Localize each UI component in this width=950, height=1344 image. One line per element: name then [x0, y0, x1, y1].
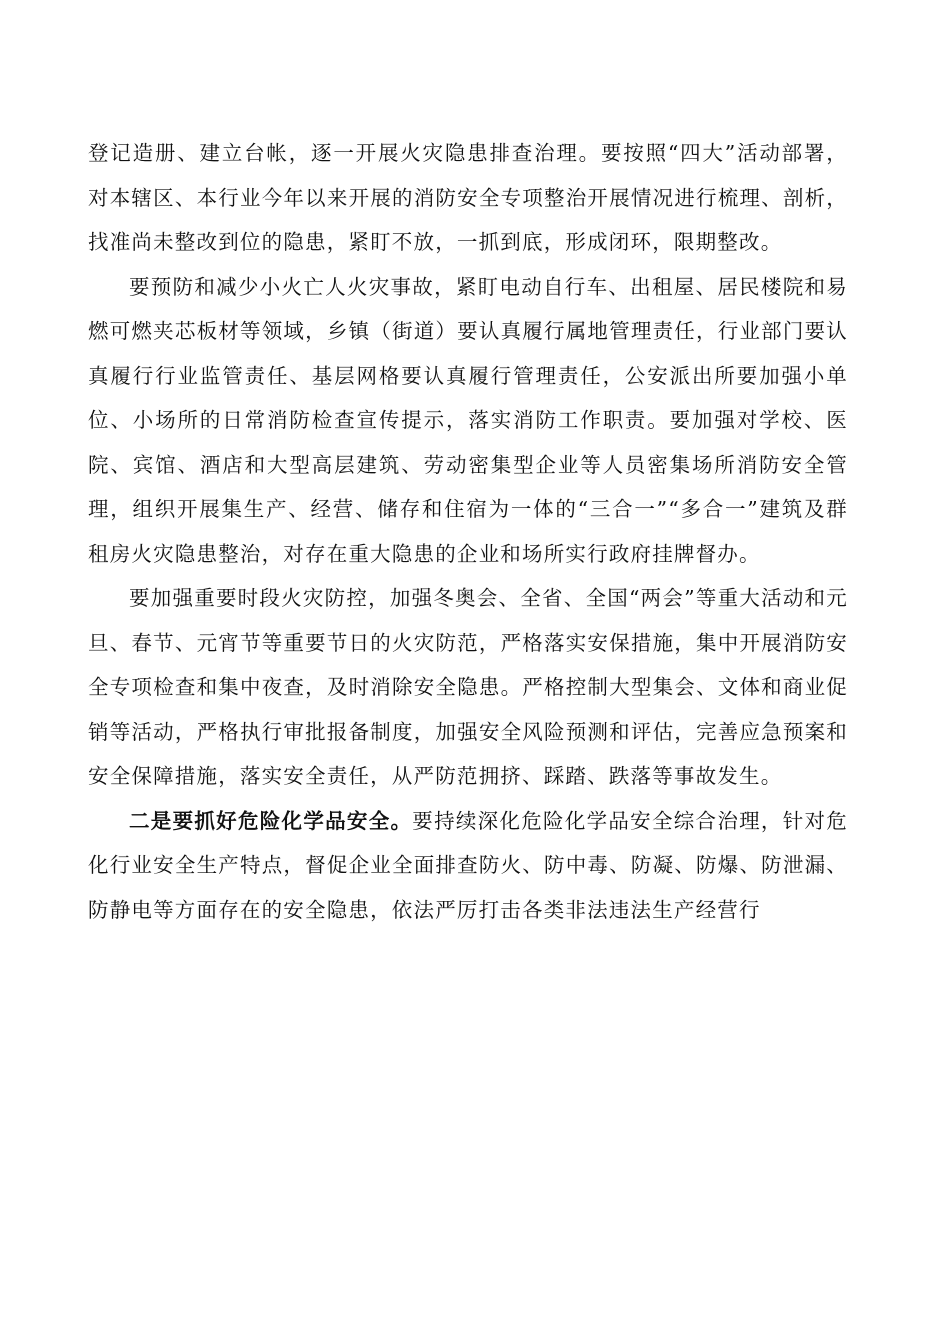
paragraph-4-text: 要持续深化危险化学品安全综合治理，针对危化行业安全生产特点，督促企业全面排查防火、防中毒、防凝、防爆、防泄漏、防静电等方面存在的安全隐患，依法严厉打击各类非法违法生产经营行	[88, 808, 848, 922]
paragraph-1	[88, 131, 848, 265]
paragraph-3	[88, 576, 848, 799]
paragraph-2	[88, 265, 848, 577]
paragraph-3-text: 要加强重要时段火灾防控，加强冬奥会、全省、全国“两会”等重大活动和元旦、春节、元宵节等重要节日的火灾防范，严格落实安保措施，集中开展消防安全专项检查和集中夜查，及时消除安全隐患。严格控制大型集会、文体和商业促销等活动，严格执行审批报备制度，加强安全风险预测和评估，完善应急预案和安全保障措施，落实安全责任，从严防范拥挤、踩踏、跌落等事故发生。	[88, 586, 848, 788]
paragraph-4	[88, 799, 848, 933]
paragraph-2-text: 要预防和减少小火亡人火灾事故，紧盯电动自行车、出租屋、居民楼院和易燃可燃夹芯板材等领域，乡镇（街道）要认真履行属地管理责任，行业部门要认真履行行业监管责任、基层网格要认真履行管理责任，公安派出所要加强小单位、小场所的日常消防检查宣传提示，落实消防工作职责。要加强对学校、医院、宾馆、酒店和大型高层建筑、劳动密集型企业等人员密集场所消防安全管理，组织开展集生产、经营、储存和住宿为一体的“三合一”“多合一”建筑及群租房火灾隐患整治，对存在重大隐患的企业和场所实行政府挂牌督办。	[88, 274, 848, 566]
paragraph-4-lead: 二是要抓好危险化学品安全。	[129, 808, 413, 833]
paragraph-1-text: 登记造册、建立台帐，逐一开展火灾隐患排查治理。要按照“四大”活动部署，对本辖区、本行业今年以来开展的消防安全专项整治开展情况进行梳理、剖析，找准尚未整改到位的隐患，紧盯不放，一抓到底，形成闭环，限期整改。	[88, 141, 848, 254]
document-body	[88, 131, 848, 932]
